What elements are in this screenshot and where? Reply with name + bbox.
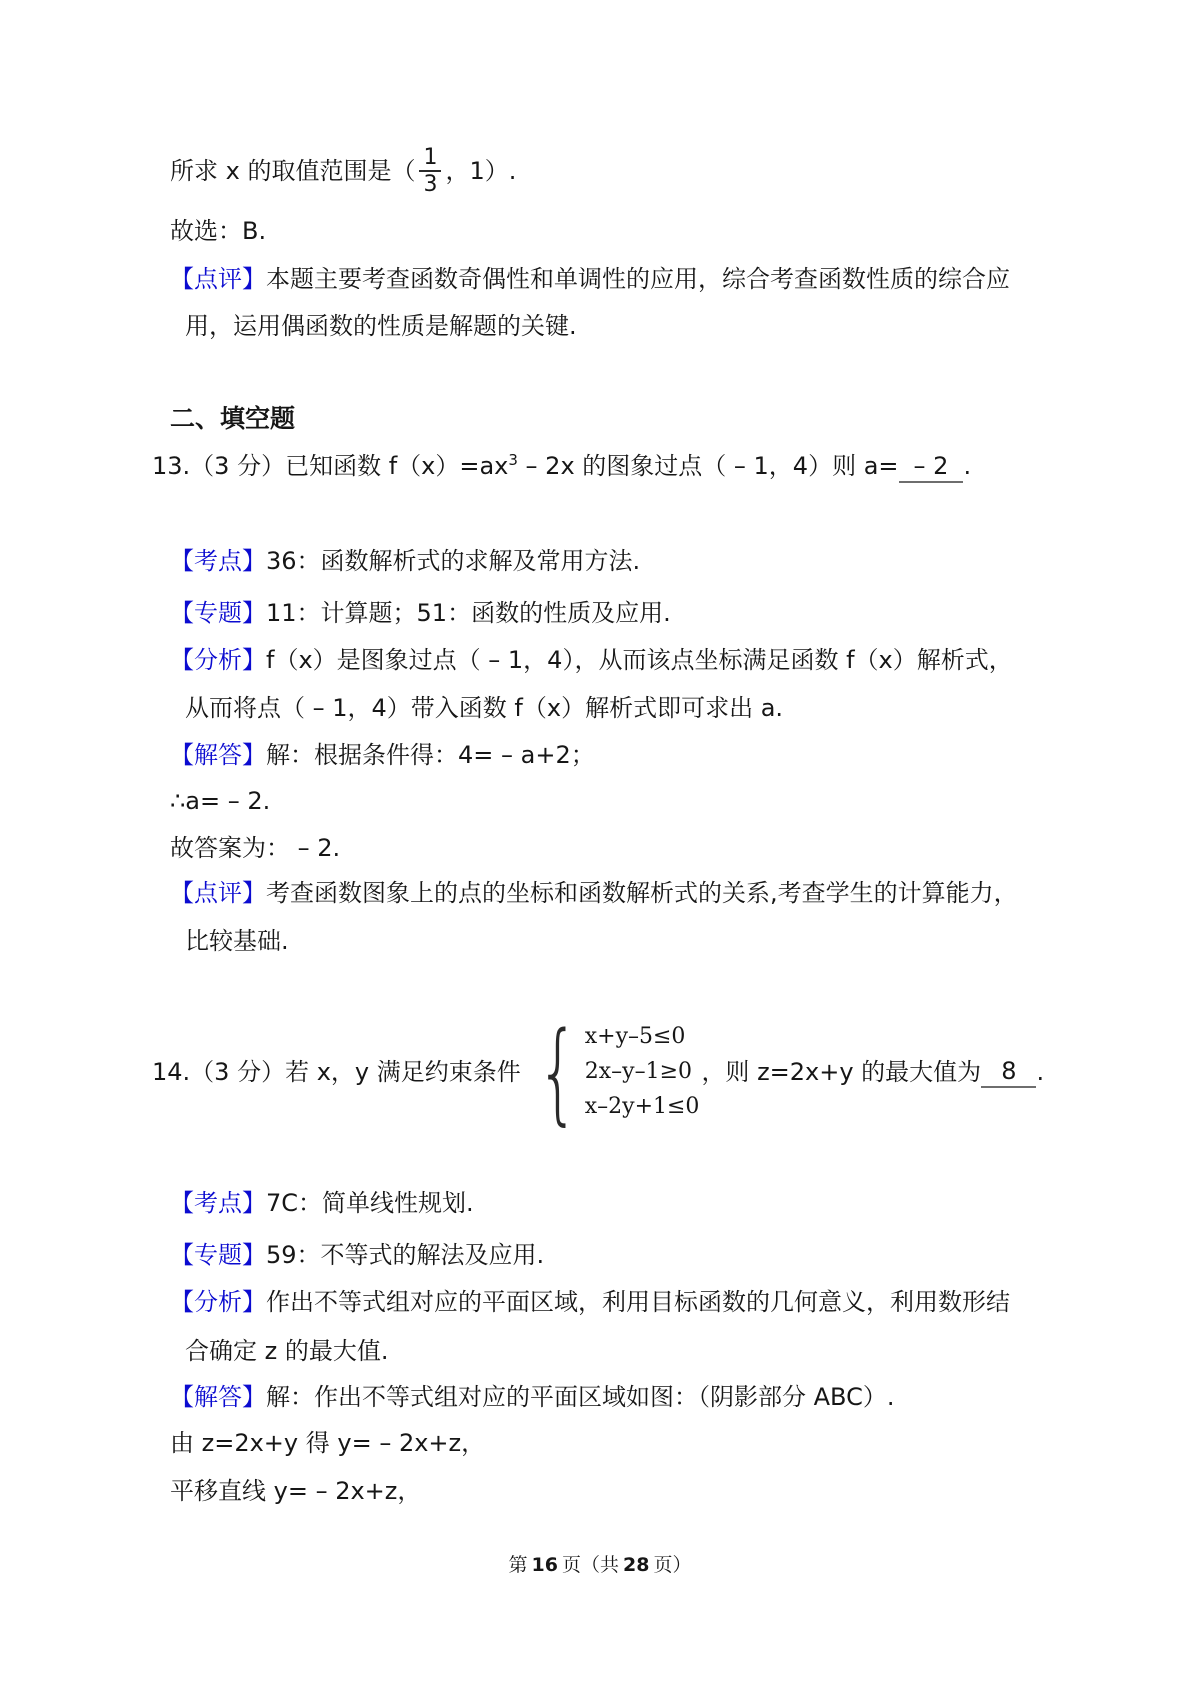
footer-page-number: 16 <box>531 1554 558 1576</box>
exponent: 3 <box>508 451 518 469</box>
range-text-post: ，1）. <box>445 157 517 185</box>
inequality-1: x+y–5≤0 <box>584 1023 686 1049</box>
q13-dianping-text1: 考查函数图象上的点的坐标和函数解析式的关系,考查学生的计算能力， <box>266 879 1018 907</box>
q13-stem-pre: 13.（3 分）已知函数 f（x）=ax <box>152 452 509 480</box>
q13-stem-tail: . <box>963 452 972 480</box>
q14-step1-line: 由 z=2x+y 得 y= – 2x+z， <box>170 1429 486 1457</box>
zhuanti-label: 【专题】 <box>170 1241 266 1269</box>
footer-post: 页） <box>653 1554 692 1576</box>
q14-jieda-text: 解：作出不等式组对应的平面区域如图：（阴影部分 ABC）. <box>266 1383 895 1411</box>
fenxi-label: 【分析】 <box>170 1288 266 1316</box>
q14-jieda-line <box>170 1382 894 1412</box>
q14-zhuanti-line <box>170 1240 544 1270</box>
q14-zhuanti-text: 59：不等式的解法及应用. <box>266 1241 545 1269</box>
q13-fenxi-line2: 从而将点（ – 1，4）带入函数 f（x）解析式即可求出 a. <box>185 694 784 722</box>
q13-jieda-line <box>170 740 595 770</box>
q14-stem-post: ，则 z=2x+y 的最大值为 <box>701 1058 982 1086</box>
kaodian-label: 【考点】 <box>170 547 266 575</box>
q13-stem-post: – 2x 的图象过点（ – 1，4）则 a= <box>517 452 899 480</box>
kaodian-label: 【考点】 <box>170 1189 266 1217</box>
fraction-denominator: 3 <box>423 172 438 197</box>
q13-zhuanti-line <box>170 598 671 628</box>
intro-review-text1: 本题主要考查函数奇偶性和单调性的应用，综合考查函数性质的综合应 <box>266 265 1010 293</box>
section-heading: 二、填空题 <box>170 404 296 433</box>
inequality-2: 2x–y–1≥0 <box>584 1058 692 1084</box>
q14-fenxi-text1: 作出不等式组对应的平面区域，利用目标函数的几何意义，利用数形结 <box>266 1288 1010 1316</box>
inequality-3: x–2y+1≤0 <box>584 1094 700 1120</box>
q14-kaodian-line <box>170 1188 474 1218</box>
intro-review-line2: 用，运用偶函数的性质是解题的关键. <box>185 312 577 340</box>
jieda-label: 【解答】 <box>170 1383 266 1411</box>
left-brace-icon: { <box>536 1007 579 1136</box>
dianping-label: 【点评】 <box>170 879 266 907</box>
q13-dianping-line1 <box>170 878 1018 908</box>
q13-jieda-text: 解：根据条件得：4= – a+2； <box>266 741 595 769</box>
q14-fenxi-line2: 合确定 z 的最大值. <box>185 1337 389 1365</box>
q14-kaodian-text: 7C：简单线性规划. <box>266 1189 474 1217</box>
q13-stem <box>152 451 971 483</box>
fraction-one-third <box>419 145 441 198</box>
dianping-label: 【点评】 <box>170 265 266 293</box>
q13-conclusion-line: ∴a= – 2. <box>170 787 271 815</box>
page-footer <box>0 1550 1200 1577</box>
inequality-system <box>523 1007 700 1136</box>
inequality-list <box>585 1025 700 1120</box>
q14-stem-pre: 14.（3 分）若 x，y 满足约束条件 <box>152 1058 521 1086</box>
q14-fenxi-line1 <box>170 1287 1010 1317</box>
q14-answer-blank: 8 <box>981 1056 1036 1088</box>
q14-stem <box>152 1007 1045 1136</box>
footer-total-pages: 28 <box>623 1554 650 1576</box>
fenxi-label: 【分析】 <box>170 646 266 674</box>
q13-fenxi-text1: f（x）是图象过点（ – 1，4），从而该点坐标满足函数 f（x）解析式， <box>266 646 1013 674</box>
answer-choice-line: 故选：B. <box>170 217 267 245</box>
range-text-pre: 所求 x 的取值范围是（ <box>170 157 416 185</box>
q13-kaodian-line <box>170 546 640 576</box>
q13-final-answer-line: 故答案为： – 2. <box>170 834 341 862</box>
range-statement <box>170 140 516 202</box>
q14-stem-tail: . <box>1036 1058 1045 1086</box>
q14-step2-line: 平移直线 y= – 2x+z， <box>170 1477 422 1505</box>
fraction-numerator: 1 <box>419 145 441 172</box>
q13-zhuanti-text: 11：计算题；51：函数的性质及应用. <box>266 599 671 627</box>
zhuanti-label: 【专题】 <box>170 599 266 627</box>
q13-answer-blank: – 2 <box>899 451 964 483</box>
intro-review-line1 <box>170 264 1010 294</box>
q13-kaodian-text: 36：函数解析式的求解及常用方法. <box>266 547 641 575</box>
q13-dianping-line2: 比较基础. <box>185 927 289 955</box>
footer-mid: 页（共 <box>561 1554 619 1576</box>
jieda-label: 【解答】 <box>170 741 266 769</box>
q13-fenxi-line1 <box>170 645 1013 675</box>
footer-pre: 第 <box>508 1554 528 1576</box>
